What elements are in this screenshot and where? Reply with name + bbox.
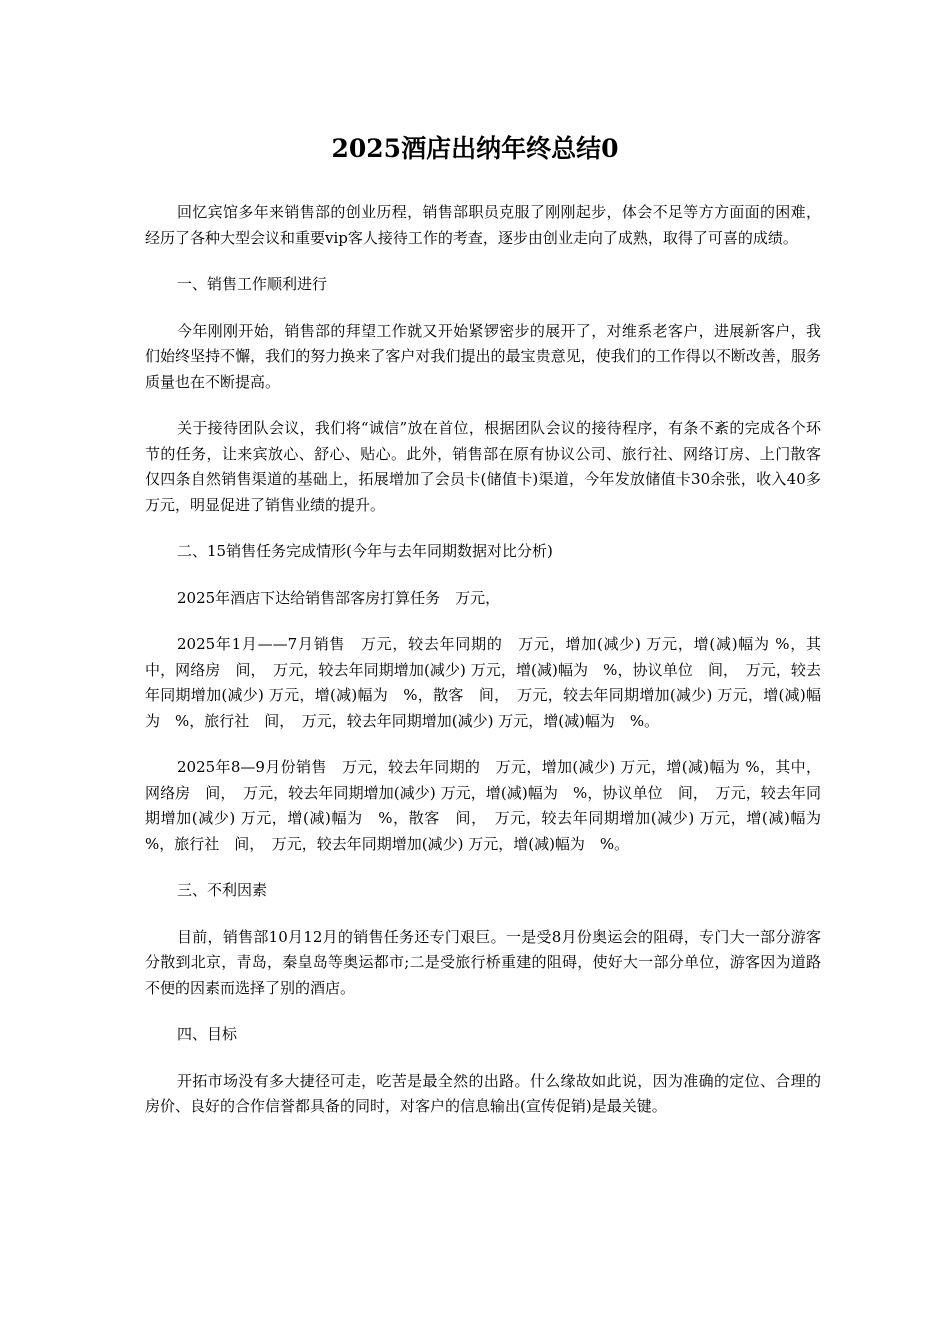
paragraph-aug-sep-sales: 2025年8—9月份销售 万元，较去年同期的 万元，增加(减少) 万元，增(减)幅为 %，其中，网络房 间， 万元，较去年同期增加(减少) 万元，增(减)幅为 %，协议单位 间， 万元，较去年同期增加(减少) 万元，增(减)幅为 %，散客 间， 万元，较去年同期增加(减少) 万元，增(减)幅为 %，旅行社 间， 万元，较去年同期增加(减少) 万元，增(减)幅为 %。 — [145, 758, 837, 853]
document-body — [145, 200, 837, 1141]
paragraph-unfavorable-factors: 目前，销售部10月12月的销售任务还专门艰巨。一是受8月份奥运会的阻碍，专门大一部分游客分散到北京，青岛，秦皇岛等奥运都市;二是受旅行桥重建的阻碍，使好大一部分单位，游客因为道路不便的因素而选择了别的酒店。 — [145, 927, 821, 997]
document-title: 2025酒店出纳年终总结0 — [331, 134, 619, 163]
section-heading-3: 三、不利因素 — [177, 881, 268, 899]
section-heading-4: 四、目标 — [177, 1025, 238, 1043]
paragraph-sales-visits: 今年刚刚开始，销售部的拜望工作就又开始紧锣密步的展开了，对维系老客户，进展新客户，我们始终坚持不懈，我们的努力换来了客户对我们提出的最宝贵意见，使我们的工作得以不断改善，服务质量也在不断提高。 — [145, 321, 821, 391]
paragraph-intro: 回忆宾馆多年来销售部的创业历程，销售部职员克服了刚刚起步，体会不足等方方面面的困难，经历了各种大型会议和重要vip客人接待工作的考查，逐步由创业走向了成熟，取得了可喜的成绩。 — [145, 203, 821, 247]
paragraph-goals: 开拓市场没有多大捷径可走，吃苦是最全然的出路。什么缘故如此说，因为准确的定位、合理的房价、良好的合作信誉都具备的同时，对客户的信息输出(宣传促销)是最关键。 — [145, 1071, 821, 1115]
paragraph-room-target: 2025年酒店下达给销售部客房打算任务 万元， — [177, 588, 501, 607]
section-heading-1: 一、销售工作顺利进行 — [177, 275, 328, 293]
paragraph-jan-jul-sales: 2025年1月——7月销售 万元，较去年同期的 万元，增加(减少) 万元，增(减)幅为 %，其中，网络房 间， 万元，较去年同期增加(减少) 万元，增(减)幅为 %，协议单位 间， 万元，较去年同期增加(减少) 万元，增(减)幅为 %，散客 间， 万元，较去年同期增加(减少) 万元，增(减)幅为 %，旅行社 间， 万元，较去年同期增加(减少) 万元，增(减)幅为 %。 — [145, 635, 821, 730]
section-heading-2: 二、15销售任务完成情形(今年与去年同期数据对比分析) — [177, 542, 553, 560]
paragraph-group-reception: 关于接待团队会议，我们将“诚信”放在首位，根据团队会议的接待程序，有条不紊的完成各个环节的任务，让来宾放心、舒心、贴心。此外，销售部在原有协议公司、旅行社、网络订房、上门散客 仅四条自然销售渠道的基础上，拓展增加了会员卡(储值卡)渠道，今年发放储值卡30余张，收入40多万元，明显促进了销售业绩的提升。 — [145, 419, 821, 514]
